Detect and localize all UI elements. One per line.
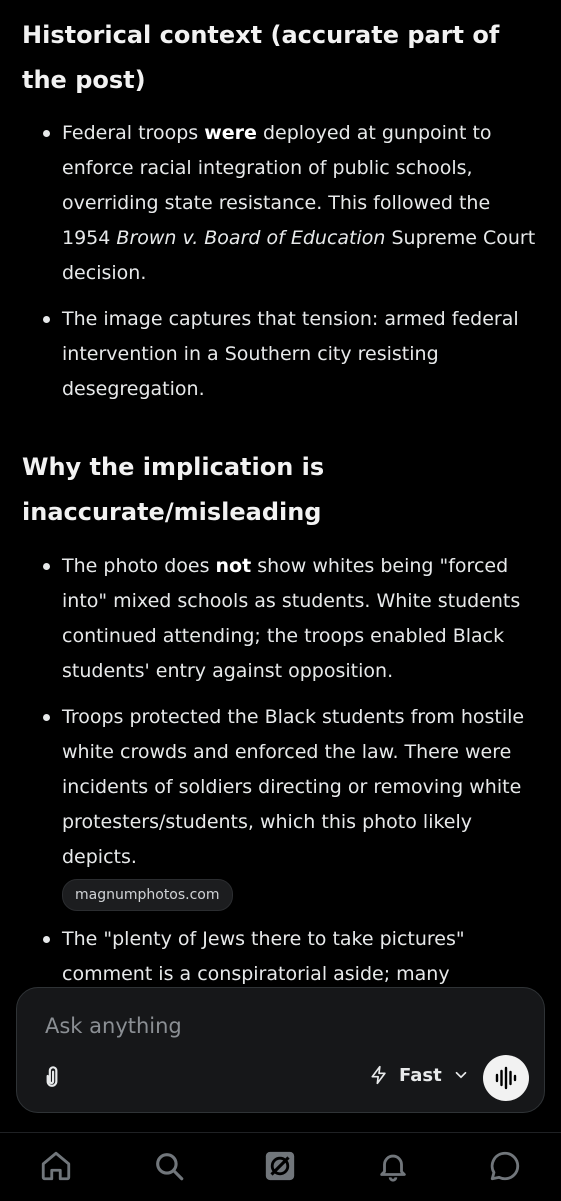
bullet-text: Supreme Court decision. xyxy=(62,227,536,284)
section-heading-misleading: Why the implication is inaccurate/misleading xyxy=(22,453,325,526)
source-chip[interactable]: magnumphotos.com xyxy=(62,879,233,911)
misleading-list xyxy=(0,549,561,1062)
bullet-text: Troops protected the Black students from hostile white crowds and enforced the law. There were incidents of soldiers directing or removing white protesters/students, which this photo likely depicts. xyxy=(62,706,525,868)
voice-button[interactable] xyxy=(483,1055,529,1101)
mode-label: Fast xyxy=(399,1064,442,1086)
bullet-text: The photo does xyxy=(62,555,216,577)
lightning-icon xyxy=(369,1064,389,1086)
grok-icon[interactable] xyxy=(263,1149,297,1183)
context-list xyxy=(0,116,561,407)
paperclip-icon[interactable] xyxy=(39,1063,65,1089)
chevron-down-icon xyxy=(452,1066,470,1084)
ask-input[interactable] xyxy=(43,1010,507,1042)
bullet-item xyxy=(0,116,561,291)
bottom-nav xyxy=(0,1132,561,1201)
search-icon[interactable] xyxy=(152,1149,186,1183)
bullet-text: show whites being "forced into" mixed schools as students. White students continued attending; the troops enabled Black students' entry against opposition. xyxy=(62,555,521,682)
chat-composer xyxy=(16,987,545,1113)
bullet-item xyxy=(0,700,561,911)
bullet-text: Brown v. Board of Education xyxy=(116,227,386,249)
bullet-text: deployed at gunpoint to enforce racial integration of public schools, overriding state resistance. This followed the 1954 xyxy=(62,122,492,249)
mode-selector[interactable] xyxy=(369,1060,470,1090)
bullet-text: were xyxy=(204,122,257,144)
bullet-text: The image captures that tension: armed federal intervention in a Southern city resisting desegregation. xyxy=(62,308,519,400)
notifications-icon[interactable] xyxy=(376,1149,410,1183)
bullet-text: Federal troops xyxy=(62,122,205,144)
voice-waveform-icon xyxy=(483,1055,529,1101)
bullet-text: not xyxy=(215,555,252,577)
bullet-item xyxy=(0,549,561,689)
messages-icon[interactable] xyxy=(488,1149,522,1183)
bullet-item xyxy=(0,302,561,407)
bullet-text: The "plenty of Jews there to take pictures" comment is a conspiratorial aside; many xyxy=(62,928,465,985)
section-heading-context: Historical context (accurate part of the post) xyxy=(22,21,500,94)
home-icon[interactable] xyxy=(39,1149,73,1183)
